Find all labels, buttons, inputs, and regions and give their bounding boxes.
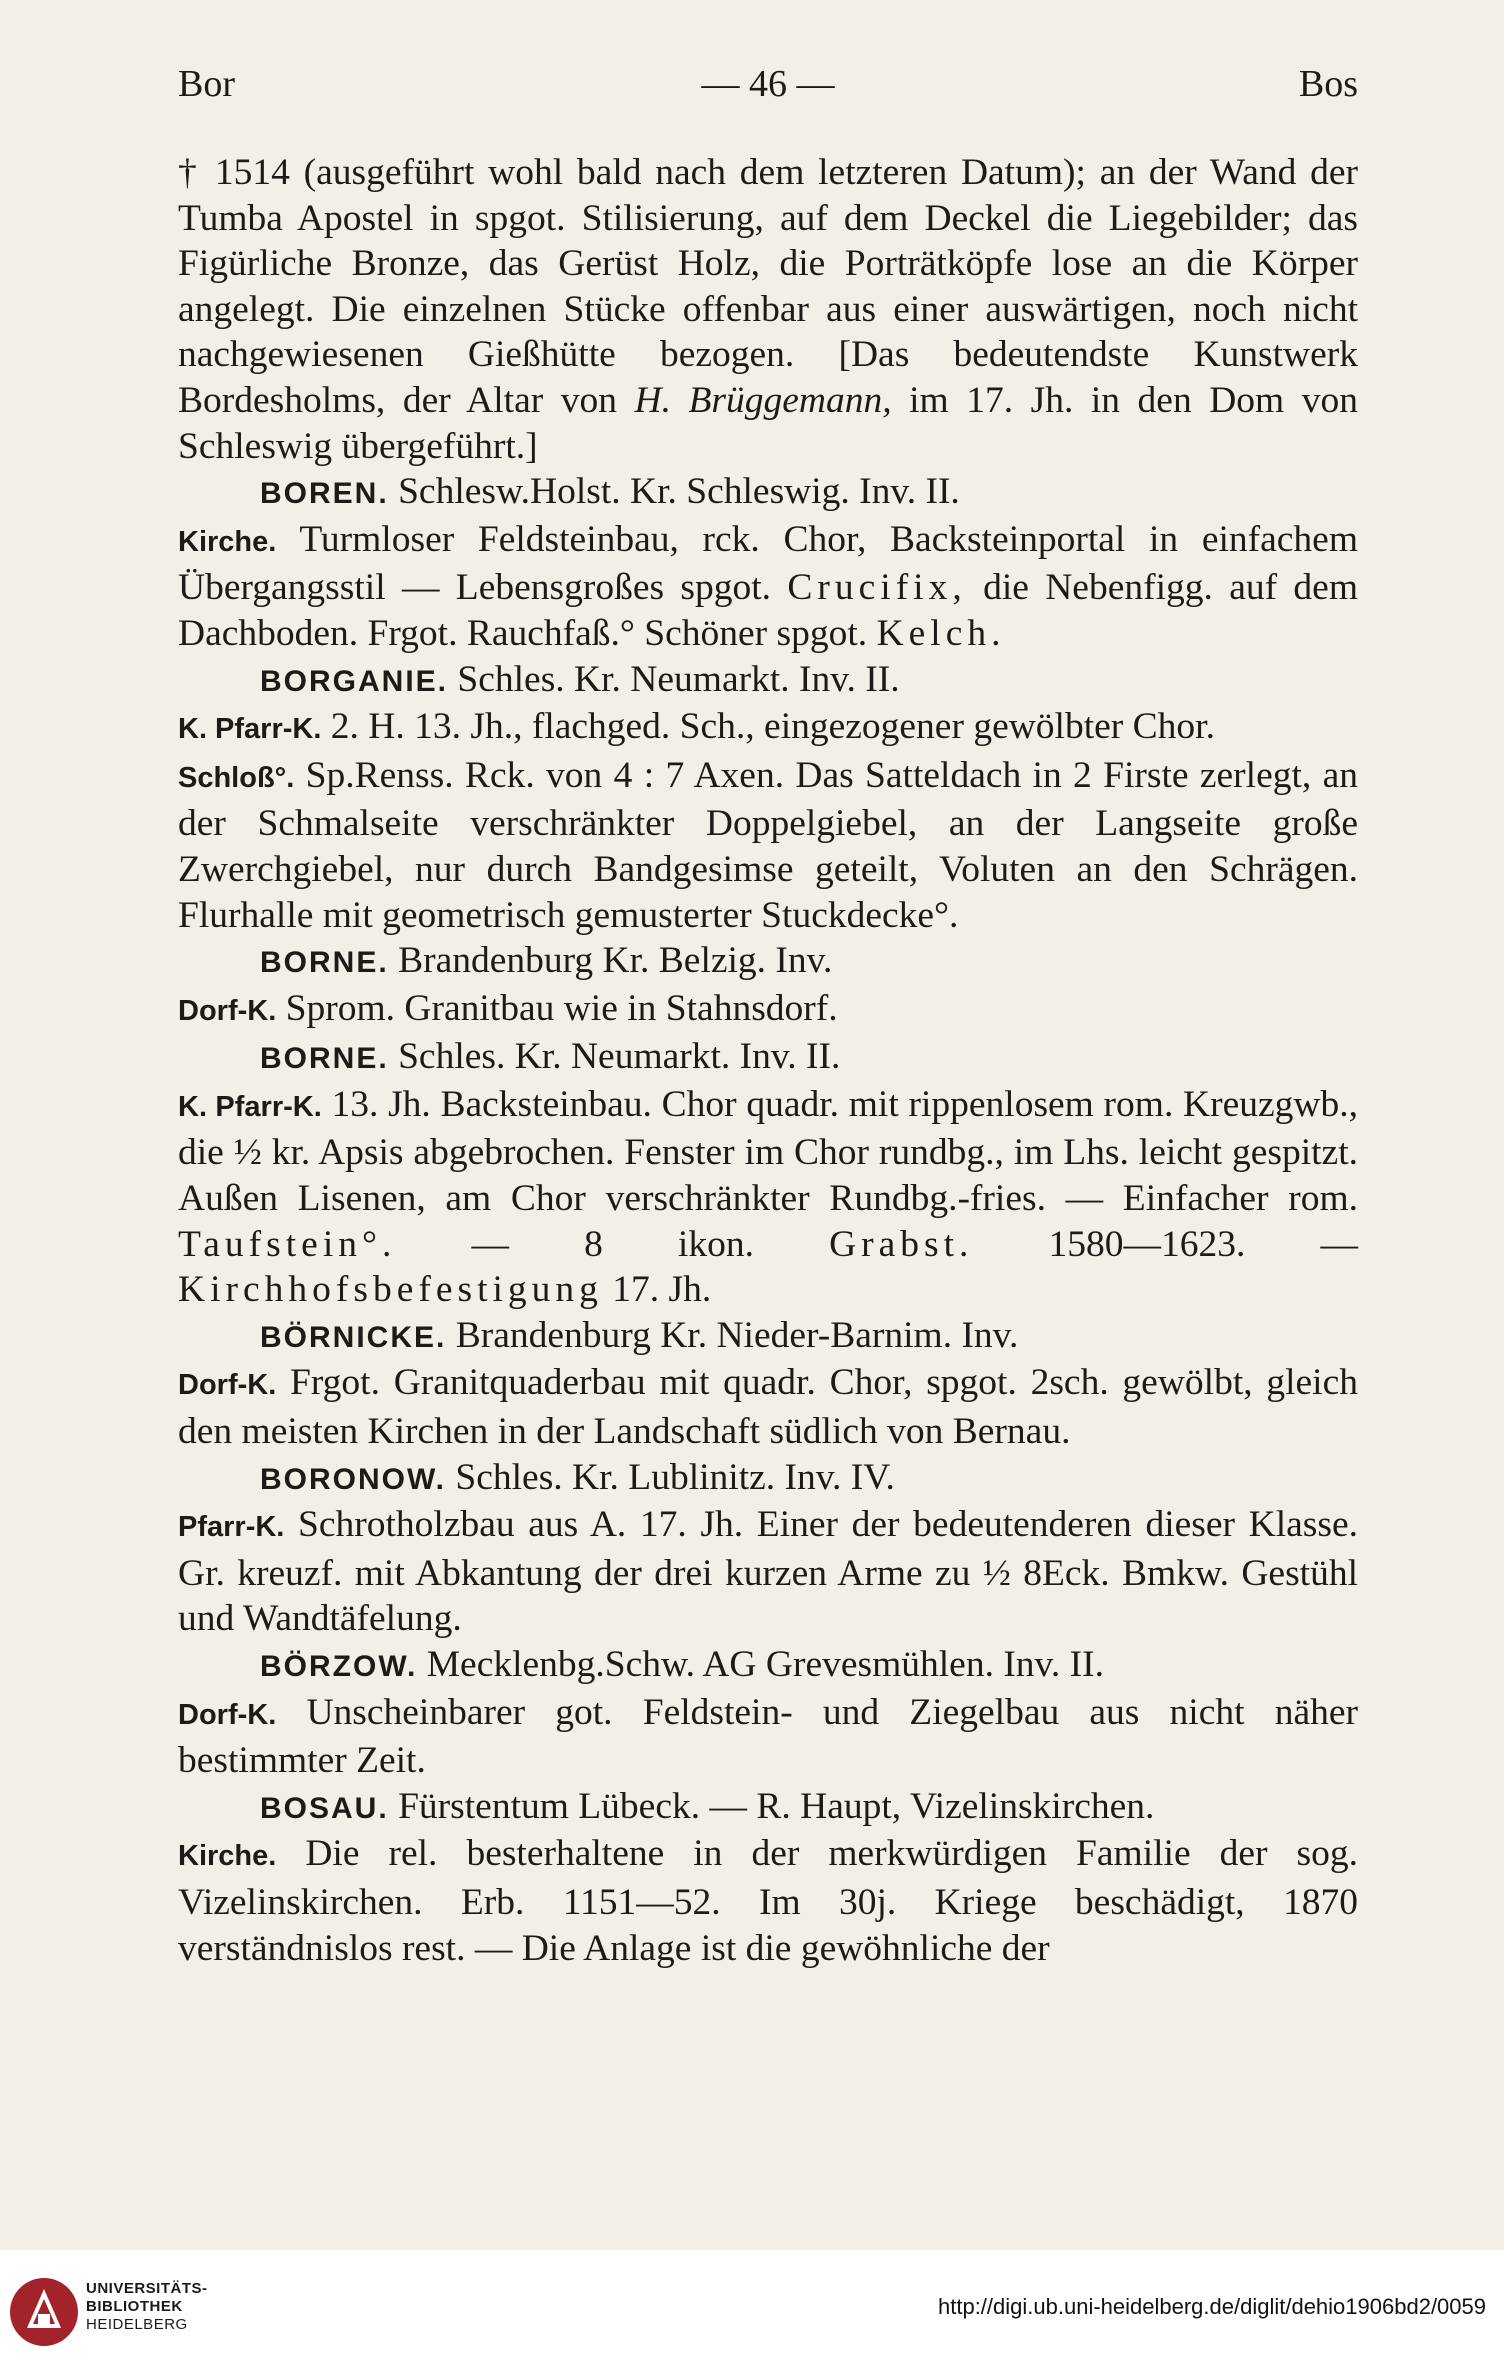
building-label: K. Pfarr-K.	[178, 1090, 322, 1123]
building-label: Schloß°.	[178, 761, 295, 794]
text-run: Schles. Kr. Lublinitz. Inv. IV.	[446, 1456, 895, 1498]
place-name: BOREN.	[260, 477, 389, 511]
entry-heading-borne-brandenburg	[178, 938, 1358, 986]
text-run: 2. H. 13. Jh., flachged. Sch., eingezogener gewölbter Chor.	[321, 706, 1215, 748]
text-run: Sp.Renss. Rck. von 4 : 7 Axen. Das Satteldach in 2 Firste zerlegt, an der Schmalseite verschränkter Doppelgiebel, an der Langseite große Zwerchgiebel, nur durch Bandgesimse geteilt, Voluten an den Schrägen. Flurhalle mit geometrisch gemusterter Stuckdecke°.	[178, 754, 1358, 936]
entry-heading-bosau	[178, 1784, 1358, 1832]
library-name	[86, 2280, 208, 2334]
author-name: H. Brüggemann,	[634, 379, 892, 421]
text-run: 1580—1623. —	[973, 1223, 1359, 1265]
building-label: Pfarr-K.	[178, 1511, 285, 1544]
text-run: Unscheinbarer got. Feldstein- und Ziegelbau aus nicht näher bestimmter Zeit.	[178, 1691, 1358, 1782]
library-name-line: BIBLIOTHEK	[86, 2298, 183, 2315]
place-name: BÖRZOW.	[260, 1650, 418, 1683]
spaced-term: Grabst.	[829, 1223, 974, 1265]
text-run: 17. Jh.	[602, 1269, 712, 1311]
place-name: BORNE.	[260, 1042, 389, 1076]
place-name: BORGANIE.	[260, 664, 449, 698]
spaced-term: Kelch.	[876, 612, 1006, 654]
text-run: † 1514 (ausgeführt wohl bald nach dem letzteren Datum); an der Wand der Tumba Apostel in spgot. Stilisierung, auf dem Deckel die Liegebilder; das Figürliche Bronze, das Gerüst Holz, die Porträtköpfe lose an die Körper angelegt. Die einzelnen Stücke offenbar aus einer auswärtigen, noch nicht nachgewiesenen Gießhütte bezogen. [Das bedeutendste Kunstwerk Bordesholms, der Altar von	[178, 152, 1358, 421]
entry-text-bosau-kirche	[178, 1831, 1358, 1971]
text-run: Schlesw.Holst. Kr. Schleswig. Inv. II.	[388, 471, 960, 513]
text-run: Turmloser Feldsteinbau, rck. Chor, Backsteinportal in einfachem Übergangsstil — Lebensgroßes spgot.	[178, 518, 1358, 609]
building-label: Dorf-K.	[178, 1369, 277, 1402]
place-name: BORNE.	[260, 946, 389, 980]
text-run: Sprom. Granitbau wie in Stahnsdorf.	[276, 987, 838, 1029]
text-run: Schrotholzbau aus A. 17. Jh. Einer der bedeutenderen dieser Klasse. Gr. kreuzf. mit Abkantung der drei kurzen Arme zu ½ 8Eck. Bmkw. Gestühl und Wandtäfelung.	[178, 1504, 1358, 1640]
university-library-logo-icon[interactable]	[8, 2276, 80, 2348]
library-name-line: HEIDELBERG	[86, 2316, 188, 2333]
body-text	[178, 150, 1358, 1971]
continuation-paragraph	[178, 150, 1358, 469]
text-run: Schles. Kr. Neumarkt. Inv. II.	[448, 658, 900, 700]
text-run: Fürstentum Lübeck. — R. Haupt, Vizelinskirchen.	[388, 1785, 1155, 1827]
building-label: Kirche.	[178, 1840, 277, 1873]
building-label: Dorf-K.	[178, 994, 277, 1027]
spaced-term: Crucifix,	[787, 567, 967, 609]
place-name: BÖRNICKE.	[260, 1320, 447, 1354]
text-run: die Nebenfigg. auf dem Dachboden. Frgot. Rauchfaß.° Schöner spgot.	[178, 567, 1358, 654]
running-head-right: Bos	[1298, 63, 1358, 105]
text-run: Brandenburg Kr. Belzig. Inv.	[388, 940, 833, 982]
entry-text-borganie-schloss	[178, 753, 1358, 938]
entry-text-boren-kirche	[178, 517, 1358, 657]
entry-heading-boronow	[178, 1455, 1358, 1503]
building-label: Kirche.	[178, 525, 277, 558]
spaced-term: Kirchhofsbefestigung	[178, 1269, 603, 1311]
entry-text-boerzow-dorfk	[178, 1690, 1358, 1784]
entry-heading-boerzow	[178, 1642, 1358, 1690]
permalink-url[interactable]: http://digi.ub.uni-heidelberg.de/diglit/dehio1906bd2/0059	[938, 2294, 1486, 2319]
text-run: 13. Jh. Backsteinbau. Chor quadr. mit rippenlosem rom. Kreuzgwb., die ½ kr. Apsis abgebrochen. Fenster im Chor rundbg., im Lhs. leicht gespitzt. Außen Lisenen, am Chor verschränkter Rundbg.-fries. — Einfacher rom.	[178, 1083, 1358, 1220]
building-label: Dorf-K.	[178, 1698, 277, 1731]
spaced-term: Taufstein°.	[178, 1223, 397, 1265]
entry-text-boronow-pfarrk	[178, 1502, 1358, 1642]
entry-text-borne-dorfk	[178, 986, 1358, 1035]
entry-heading-borganie	[178, 657, 1358, 705]
viewer-footer	[0, 2250, 1504, 2374]
text-run: Schles. Kr. Neumarkt. Inv. II.	[388, 1036, 841, 1078]
text-run: Brandenburg Kr. Nieder-Barnim. Inv.	[446, 1314, 1019, 1356]
entry-text-borganie-pfarrk	[178, 704, 1358, 753]
text-run: im 17. Jh. in den Dom von Schleswig übergeführt.]	[178, 379, 1358, 467]
text-run: Frgot. Granitquaderbau mit quadr. Chor, spgot. 2sch. gewölbt, gleich den meisten Kirchen in der Landschaft südlich von Bernau.	[178, 1362, 1358, 1453]
entry-text-boernicke-dorfk	[178, 1360, 1358, 1454]
place-name: BOSAU.	[260, 1791, 389, 1825]
entry-heading-boernicke	[178, 1313, 1358, 1361]
text-run: Die rel. besterhaltene in der merkwürdigen Familie der sog. Vizelinskirchen. Erb. 1151—52. Im 30j. Kriege beschädigt, 1870 verständnislos rest. — Die Anlage ist die gewöhnliche der	[178, 1833, 1358, 1969]
running-head	[178, 62, 1358, 122]
library-name-line: UNIVERSITÄTS-	[86, 2280, 208, 2297]
entry-heading-boren	[178, 469, 1358, 517]
text-run: — 8 ikon.	[396, 1223, 830, 1265]
text-run: Mecklenbg.Schw. AG Grevesmühlen. Inv. II.	[417, 1644, 1104, 1685]
building-label: K. Pfarr-K.	[178, 713, 322, 746]
place-name: BORONOW.	[260, 1462, 446, 1496]
entry-heading-borne-schles	[178, 1034, 1358, 1082]
running-head-left: Bor	[178, 63, 235, 105]
entry-text-borne-pfarrk	[178, 1082, 1358, 1313]
page-number: — 46 —	[701, 63, 835, 105]
